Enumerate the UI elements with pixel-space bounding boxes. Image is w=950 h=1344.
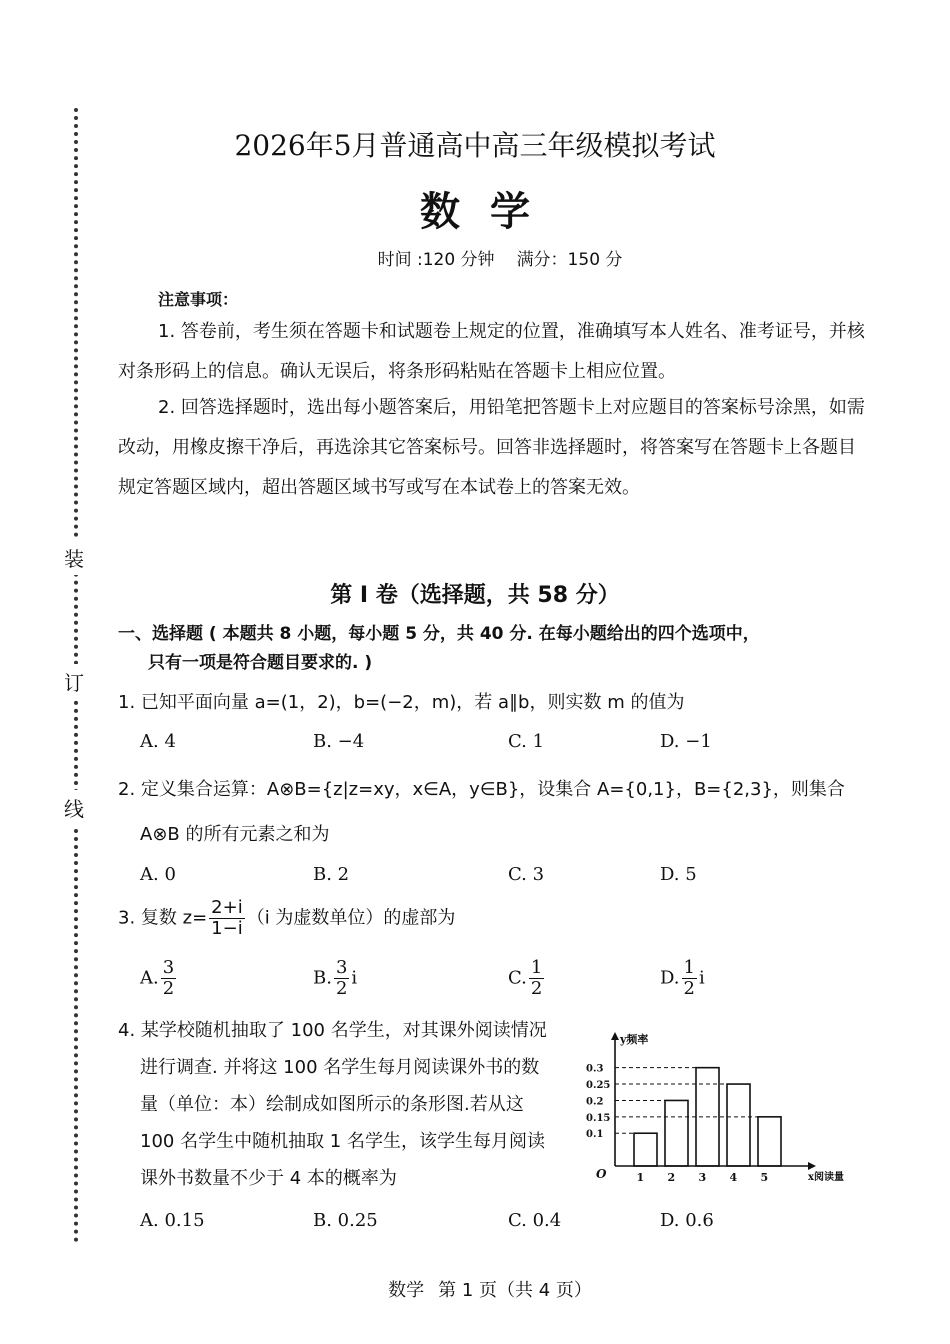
origin-label: O	[596, 1167, 607, 1181]
gutter-label-xian: 线	[64, 790, 84, 825]
q3-fraction-denominator: 1−i	[211, 917, 243, 939]
x-tick-label-3: 3	[698, 1171, 707, 1184]
q4-line-1: 4. 某学校随机抽取了 100 名学生，对其课外阅读情况	[118, 1020, 547, 1041]
q2-option-d: D. 5	[660, 864, 697, 885]
y-tick-label: 0.25	[586, 1080, 611, 1092]
question-3-stem	[118, 898, 455, 939]
y-tick-label: 0.2	[586, 1096, 604, 1108]
q3-option-a	[140, 958, 178, 999]
section-title: 第 Ⅰ 卷（选择题，共 58 分）	[330, 583, 620, 608]
y-axis-arrow	[611, 1032, 619, 1040]
q4-option-c: C. 0.4	[508, 1210, 562, 1231]
q3-option-c-num: 1	[530, 957, 543, 978]
q3-option-b-label: B.	[313, 967, 332, 989]
question-2-stem-line1: 2. 定义集合运算：A⊗B={z|z=xy，x∈A，y∈B}，设集合 A={0,1}，B={2,3}，则集合	[118, 779, 845, 800]
q3-option-b-suffix: i	[351, 967, 358, 989]
gutter-label-ding: 订	[64, 664, 84, 699]
q3-option-a-label: A.	[140, 967, 159, 989]
q1-option-c: C. 1	[508, 731, 545, 752]
reading-frequency-chart	[580, 1030, 850, 1190]
y-axis-label: y频率	[620, 1033, 649, 1046]
q2-option-a: A. 0	[140, 864, 176, 885]
bar-5	[758, 1117, 781, 1166]
x-axis-arrow	[808, 1162, 816, 1170]
q3-option-a-num: 3	[162, 957, 175, 978]
q4-option-d: D. 0.6	[660, 1210, 714, 1231]
q3-fraction	[209, 898, 245, 939]
q3-option-d-den: 2	[683, 977, 695, 999]
q3-option-c-label: C.	[508, 967, 527, 989]
x-tick-label-1: 1	[636, 1171, 645, 1184]
q3-option-d	[660, 958, 705, 999]
exam-title: 2026年5月普通高中高三年级模拟考试	[234, 129, 716, 162]
question-1-stem: 1. 已知平面向量 a=(1，2)，b=(−2，m)，若 a∥b，则实数 m 的值为	[118, 692, 685, 713]
q3-suffix: （i 为虚数单位）的虚部为	[246, 907, 456, 929]
bar-1	[634, 1133, 657, 1166]
subject-title: 数学	[420, 189, 560, 235]
q4-line-5: 课外书数量不少于 4 本的概率为	[140, 1168, 397, 1189]
q4-option-a: A. 0.15	[140, 1210, 205, 1231]
question-4-stem	[118, 1012, 578, 1197]
q2-option-b: B. 2	[313, 864, 350, 885]
q3-option-b	[313, 958, 357, 999]
part-instructions	[118, 620, 878, 678]
x-tick-label-4: 4	[729, 1171, 738, 1184]
y-tick-label: 0.1	[586, 1129, 604, 1141]
time-limit: 时间 :120 分钟	[377, 250, 495, 270]
q1-option-b: B. −4	[313, 731, 365, 752]
q2-option-c: C. 3	[508, 864, 545, 885]
note-item-2: 2. 回答选择题时，选出每小题答案后，用铅笔把答题卡上对应题目的答案标号涂黑，如需改动，用橡皮擦干净后，再选涂其它答案标号。回答非选择题时，将答案写在答题卡上各题目规定答题区域内，超出答题区域书写或写在本试卷上的答案无效。	[118, 397, 865, 498]
q4-line-2: 进行调查. 并将这 100 名学生每月阅读课外书的数	[140, 1057, 540, 1078]
notes-heading: 注意事项：	[158, 290, 239, 309]
q3-option-d-suffix: i	[698, 967, 705, 989]
note-item-1: 1. 答卷前，考生须在答题卡和试题卷上规定的位置，准确填写本人姓名、准考证号，并核对条形码上的信息。确认无误后，将条形码粘贴在答题卡上相应位置。	[118, 321, 865, 382]
q1-option-d: D. −1	[660, 731, 712, 752]
q3-fraction-numerator: 2+i	[211, 897, 243, 918]
q3-option-d-num: 1	[683, 957, 695, 978]
x-tick-label-2: 2	[667, 1171, 676, 1184]
q4-option-b: B. 0.25	[313, 1210, 378, 1231]
bar-4	[727, 1084, 750, 1166]
bar-2	[665, 1100, 688, 1166]
part-instructions-line2: 只有一项是符合题目要求的. )	[148, 653, 373, 673]
part-instructions-line1: 一、选择题 ( 本题共 8 小题，每小题 5 分，共 40 分. 在每小题给出的四个选项中，	[118, 624, 760, 644]
question-2-stem-line2: A⊗B 的所有元素之和为	[140, 824, 330, 845]
q4-line-3: 量（单位：本）绘制成如图所示的条形图.若从这	[140, 1094, 524, 1115]
q3-option-c	[508, 958, 546, 999]
y-tick-label: 0.3	[586, 1063, 604, 1075]
full-score: 满分：150 分	[516, 250, 623, 270]
q3-option-b-num: 3	[335, 957, 348, 978]
q4-line-4: 100 名学生中随机抽取 1 名学生，该学生每月阅读	[140, 1131, 545, 1152]
q1-option-a: A. 4	[140, 731, 176, 752]
x-axis-label: x阅读量	[808, 1172, 844, 1183]
footer-page-number: 第 1 页（共 4 页）	[438, 1280, 592, 1301]
gutter-label-zhuang: 装	[64, 540, 84, 575]
q3-prefix: 3. 复数 z=	[118, 907, 208, 929]
q3-option-d-label: D.	[660, 967, 680, 989]
q3-option-b-den: 2	[335, 977, 348, 999]
page-footer	[0, 1276, 950, 1302]
footer-subject: 数学	[388, 1280, 425, 1301]
x-tick-label-5: 5	[760, 1171, 769, 1184]
y-tick-label: 0.15	[586, 1112, 611, 1124]
time-info	[0, 245, 950, 270]
q3-option-a-den: 2	[162, 977, 175, 999]
q3-option-c-den: 2	[530, 977, 543, 999]
